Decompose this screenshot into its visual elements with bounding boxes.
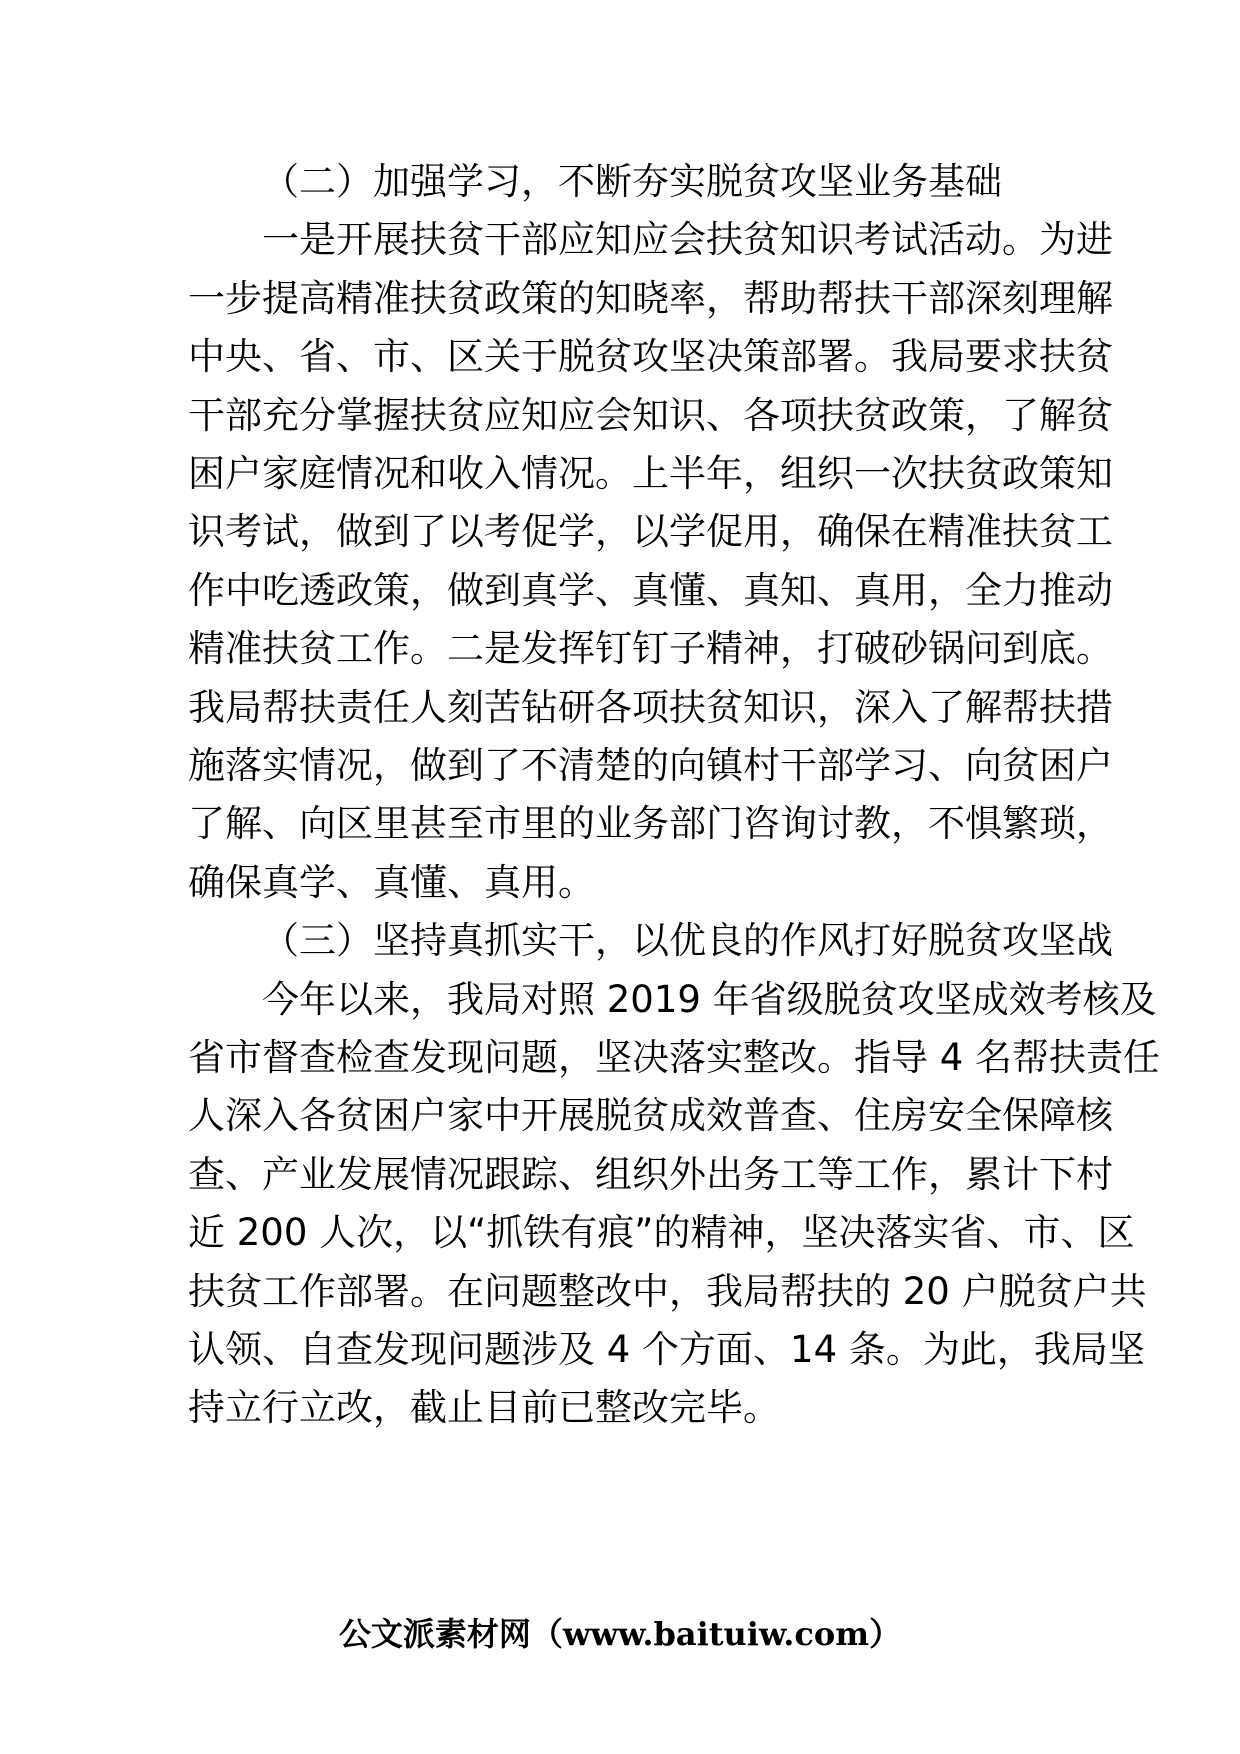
- paragraph-line: 中央、省、市、区关于脱贫攻坚决策部署。我局要求扶贫: [188, 335, 1113, 379]
- paragraph-line: 省市督查检查发现问题，坚决落实整改。指导 4 名帮扶责任: [188, 1036, 1161, 1079]
- paragraph-line: 作中吃透政策，做到真学、真懂、真知、真用，全力推动: [188, 568, 1113, 612]
- section-heading: （二）加强学习，不断夯实脱贫攻坚业务基础: [262, 160, 1002, 203]
- paragraph-line: 认领、自查发现问题涉及 4 个方面、14 条。为此，我局坚: [188, 1328, 1145, 1371]
- paragraph-line: 一是开展扶贫干部应知应会扶贫知识考试活动。为进: [262, 218, 1113, 262]
- paragraph-line: 扶贫工作部署。在问题整改中，我局帮扶的 20 户脱贫户共: [188, 1269, 1147, 1313]
- section-heading: （三）坚持真抓实干，以优良的作风打好脱贫攻坚战: [262, 919, 1113, 963]
- paragraph-line: 了解、向区里甚至市里的业务部门咨询讨教，不惧繁琐，: [188, 802, 1113, 846]
- paragraph-line: 一步提高精准扶贫政策的知晓率，帮助帮扶干部深刻理解: [188, 276, 1113, 320]
- paragraph-line: 精准扶贫工作。二是发挥钉钉子精神，打破砂锅问到底。: [188, 627, 1113, 671]
- paragraph-line: 困户家庭情况和收入情况。上半年，组织一次扶贫政策知: [188, 452, 1113, 495]
- paragraph-line: 近 200 人次，以“抓铁有痕”的精神，坚决落实省、市、区: [188, 1211, 1135, 1255]
- paragraph-line: 持立行立改，截止目前已整改完毕。: [188, 1386, 780, 1430]
- paragraph-line: 人深入各贫困户家中开展脱贫成效普查、住房安全保障核: [188, 1094, 1113, 1138]
- paragraph-line: 干部充分掌握扶贫应知应会知识、各项扶贫政策，了解贫: [188, 393, 1113, 437]
- paragraph-line: 今年以来，我局对照 2019 年省级脱贫攻坚成效考核及: [262, 977, 1157, 1021]
- paragraph-line: 我局帮扶责任人刻苦钻研各项扶贫知识，深入了解帮扶措: [188, 685, 1113, 729]
- paragraph-line: 确保真学、真懂、真用。: [188, 860, 595, 904]
- paragraph-line: 施落实情况，做到了不清楚的向镇村干部学习、向贫困户: [188, 744, 1113, 787]
- footer-watermark: 公文派素材网（www.baituiw.com）: [338, 1615, 902, 1653]
- paragraph-line: 查、产业发展情况跟踪、组织外出务工等工作，累计下村: [188, 1152, 1113, 1196]
- paragraph-line: 识考试，做到了以考促学，以学促用，确保在精准扶贫工: [188, 510, 1113, 554]
